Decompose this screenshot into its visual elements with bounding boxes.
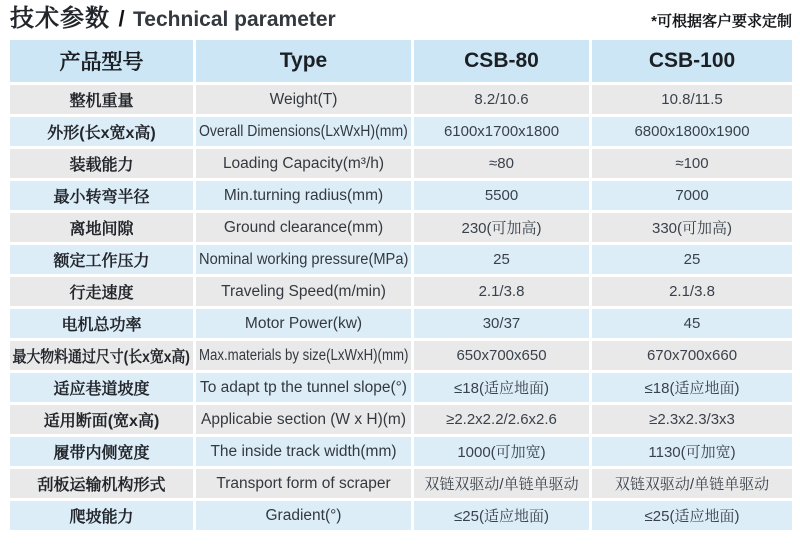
- customization-note: *可根据客户要求定制: [651, 13, 792, 30]
- param-value-csb80: 8.2/10.6: [414, 85, 589, 114]
- param-value-csb80: 1000(可加宽): [414, 437, 589, 466]
- param-name-en: Weight(T): [196, 85, 411, 114]
- param-name-cn: 刮板运输机构形式: [10, 469, 193, 498]
- param-value-csb80: ≥2.2x2.2/2.6x2.6: [414, 405, 589, 434]
- page-title-chinese: 技术参数: [10, 5, 110, 32]
- param-name-en: To adapt tp the tunnel slope(°): [196, 373, 411, 402]
- param-value-csb100: ≤18(适应地面): [592, 373, 792, 402]
- param-value-csb100: ≥2.3x2.3/3x3: [592, 405, 792, 434]
- param-name-en: Gradient(°): [196, 501, 411, 530]
- param-value-csb80: 5500: [414, 181, 589, 210]
- param-name-cn: 最小转弯半径: [10, 181, 193, 210]
- param-name-cn: 离地间隙: [10, 213, 193, 242]
- column-header-csb80: CSB-80: [414, 40, 589, 82]
- param-value-csb100: ≈100: [592, 149, 792, 178]
- param-name-en: Loading Capacity(m³/h): [196, 149, 411, 178]
- param-value-csb80: 25: [414, 245, 589, 274]
- param-name-en: Overall Dimensions(LxWxH)(mm): [196, 117, 411, 146]
- param-name-cn: 最大物料通过尺寸(长x宽x高): [10, 341, 193, 370]
- param-value-csb80: ≤18(适应地面): [414, 373, 589, 402]
- param-name-en: Ground clearance(mm): [196, 213, 411, 242]
- param-name-en: Transport form of scraper: [196, 469, 411, 498]
- param-name-cn: 适应巷道坡度: [10, 373, 193, 402]
- param-name-cn: 爬坡能力: [10, 501, 193, 530]
- column-header-csb100: CSB-100: [592, 40, 792, 82]
- param-value-csb80: 6100x1700x1800: [414, 117, 589, 146]
- param-value-csb80: 650x700x650: [414, 341, 589, 370]
- param-name-cn: 履带内侧宽度: [10, 437, 193, 466]
- param-value-csb80: 2.1/3.8: [414, 277, 589, 306]
- param-name-en: The inside track width(mm): [196, 437, 411, 466]
- param-name-en: Traveling Speed(m/min): [196, 277, 411, 306]
- page-title-english: Technical parameter: [133, 8, 336, 31]
- param-value-csb100: 6800x1800x1900: [592, 117, 792, 146]
- param-value-csb100: 7000: [592, 181, 792, 210]
- param-name-en: Motor Power(kw): [196, 309, 411, 338]
- param-value-csb100: 双链双驱动/单链单驱动: [592, 469, 792, 498]
- param-name-cn: 电机总功率: [10, 309, 193, 338]
- param-name-cn: 适用断面(宽x高): [10, 405, 193, 434]
- param-name-cn: 外形(长x宽x高): [10, 117, 193, 146]
- param-name-en: Min.turning radius(mm): [196, 181, 411, 210]
- param-name-en: Applicabie section (W x H)(m): [196, 405, 411, 434]
- param-value-csb80: ≤25(适应地面): [414, 501, 589, 530]
- page-header: [0, 0, 800, 40]
- param-name-cn: 装载能力: [10, 149, 193, 178]
- param-value-csb80: 双链双驱动/单链单驱动: [414, 469, 589, 498]
- param-name-cn: 整机重量: [10, 85, 193, 114]
- param-name-cn: 行走速度: [10, 277, 193, 306]
- param-value-csb100: 330(可加高): [592, 213, 792, 242]
- param-value-csb100: 10.8/11.5: [592, 85, 792, 114]
- spec-table: [10, 40, 792, 530]
- param-value-csb100: 25: [592, 245, 792, 274]
- param-name-cn: 额定工作压力: [10, 245, 193, 274]
- column-header-type: Type: [196, 40, 411, 82]
- param-value-csb80: ≈80: [414, 149, 589, 178]
- param-value-csb80: 30/37: [414, 309, 589, 338]
- page-title: [10, 0, 336, 33]
- title-divider: /: [118, 6, 125, 31]
- param-value-csb100: 2.1/3.8: [592, 277, 792, 306]
- param-name-en: Nominal working pressure(MPa): [196, 245, 411, 274]
- param-value-csb100: ≤25(适应地面): [592, 501, 792, 530]
- param-value-csb80: 230(可加高): [414, 213, 589, 242]
- column-header-product-model: 产品型号: [10, 40, 193, 82]
- param-value-csb100: 670x700x660: [592, 341, 792, 370]
- param-name-en: Max.materials by size(LxWxH)(mm): [196, 341, 411, 370]
- param-value-csb100: 45: [592, 309, 792, 338]
- param-value-csb100: 1130(可加宽): [592, 437, 792, 466]
